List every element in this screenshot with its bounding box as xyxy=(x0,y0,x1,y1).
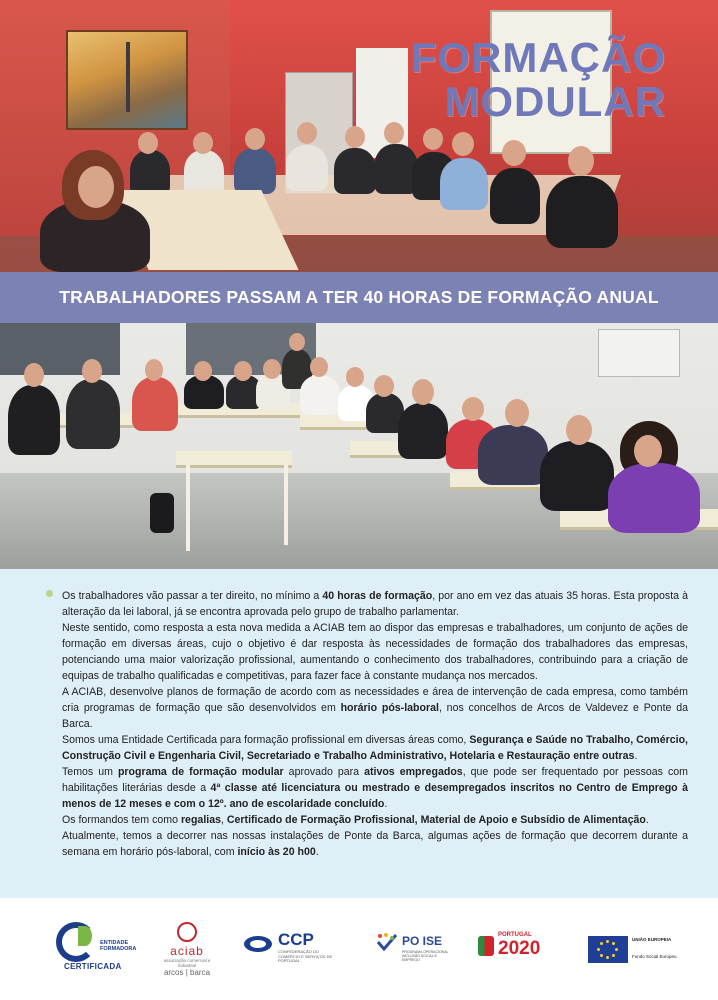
aciab-logo xyxy=(156,918,218,978)
top-photo-classroom xyxy=(0,0,718,272)
poise-subtitle: PROGRAMA OPERACIONAL INCLUSÃO SOCIAL E EMPREGO xyxy=(402,950,449,962)
person-head xyxy=(193,132,213,154)
bold-text: início às 20 h00 xyxy=(237,846,316,858)
text-run: Atualmente, temos a decorrer nas nossas instalações de Ponte da Barca, algumas ações de formação que decorrem durante a semana em horário pós-laboral, com xyxy=(62,830,688,858)
paragraph-1 xyxy=(62,588,688,620)
aciab-mark-icon xyxy=(177,922,197,942)
ccp-subtitle: CONFEDERAÇÃO DO COMÉRCIO E SERVIÇOS DE PORTUGAL xyxy=(278,949,333,963)
bag xyxy=(150,493,174,533)
text-run: aprovado para xyxy=(283,766,365,778)
eu-fund: Fundo Social Europeu xyxy=(632,954,677,959)
paragraph-6 xyxy=(62,812,688,828)
bold-text: regalias xyxy=(180,814,221,826)
eu-flag-icon xyxy=(588,936,628,963)
title-line-1: FORMAÇÃO xyxy=(410,34,666,81)
person-head xyxy=(310,357,328,377)
paragraph-4 xyxy=(62,732,688,764)
electrical-box xyxy=(598,329,680,377)
headline-text: TRABALHADORES PASSAM A TER 40 HORAS DE FORMAÇÃO ANUAL xyxy=(59,287,659,307)
person xyxy=(286,145,328,191)
person-head xyxy=(412,379,434,405)
person xyxy=(478,425,548,485)
person-head xyxy=(566,415,592,445)
certified-entity-logo xyxy=(56,918,136,978)
portugal-2020-logo xyxy=(478,918,558,978)
text-run: Somos uma Entidade Certificada para formação profissional em diversas áreas como, xyxy=(62,734,470,746)
person-head xyxy=(502,140,526,166)
person xyxy=(132,377,178,431)
text-run: . xyxy=(634,750,638,762)
person-head xyxy=(345,126,365,148)
person xyxy=(546,176,618,248)
aciab-subtitle: associação comercial e industrial xyxy=(163,958,211,968)
bold-text: Certificado de Formação Profissional, Material de Apoio e Subsídio de Alimentação xyxy=(226,814,646,826)
person-head xyxy=(82,359,102,383)
poise-logo xyxy=(374,918,454,978)
desk-leg xyxy=(284,465,288,545)
poise-mark-icon xyxy=(376,932,398,952)
person-head xyxy=(452,132,474,156)
paragraph-5 xyxy=(62,764,688,812)
text-run: , xyxy=(221,814,227,826)
page-title xyxy=(411,36,666,124)
person xyxy=(490,168,540,224)
text-run: . xyxy=(384,798,388,810)
person-head xyxy=(462,397,484,421)
person-head xyxy=(297,122,317,144)
person-head xyxy=(138,132,158,154)
desk-leg xyxy=(186,465,190,551)
portugal-flag-icon xyxy=(478,936,494,956)
portugal-label: PORTUGAL xyxy=(498,932,532,938)
text-run: . xyxy=(645,814,649,826)
headline-banner xyxy=(0,272,718,323)
bold-text: 40 horas de formação xyxy=(322,590,433,602)
ccp-mark-icon xyxy=(244,936,272,952)
person-head xyxy=(24,363,44,387)
ccp-name: CCP xyxy=(278,930,314,949)
person-head xyxy=(145,359,163,381)
bold-text: ativos empregados xyxy=(364,766,463,778)
person-head xyxy=(374,375,394,397)
person-head xyxy=(634,435,662,467)
aciab-name: aciab xyxy=(170,944,204,958)
person xyxy=(8,385,60,455)
window xyxy=(0,323,120,375)
cert-big-text: CERTIFICADA xyxy=(64,962,122,971)
person-head xyxy=(194,361,212,381)
bold-text: programa de formação modular xyxy=(117,766,284,778)
paragraph-2 xyxy=(62,620,688,684)
bottom-photo-group xyxy=(0,323,718,569)
text-run: Temos um xyxy=(62,766,118,778)
wall-painting xyxy=(66,30,188,130)
person-head xyxy=(78,166,114,208)
person-head xyxy=(245,128,265,150)
person xyxy=(300,375,340,415)
bold-text: 4ª classe até licenciatura ou mestrado e desempregados inscritos no Centro de Emprego à menos de 12 meses e com o 12º. ano de escolaridade concluído xyxy=(62,782,688,810)
person-head xyxy=(384,122,404,144)
cert-leaf-icon xyxy=(78,926,92,946)
text-run: , por ano em vez das atuais 35 horas. Esta proposta à alteração da lei laboral, já se encontra aprovada pelo grupo de trabalho parlamentar. xyxy=(62,590,689,618)
text-run: . xyxy=(315,846,319,858)
text-run: Os trabalhadores vão passar a ter direito, no mínimo a xyxy=(62,590,323,602)
article-body xyxy=(62,588,688,860)
text-run: , nos concelhos de Arcos de Valdevez e Ponte da Barca. xyxy=(62,702,688,730)
person-head xyxy=(263,359,281,379)
text-run: Os formandos tem como xyxy=(62,814,181,826)
person-head xyxy=(346,367,364,387)
person xyxy=(540,441,614,511)
eu-logo xyxy=(588,918,688,978)
person xyxy=(440,158,488,210)
person xyxy=(608,463,700,533)
ccp-logo xyxy=(244,918,340,978)
sponsor-logos xyxy=(0,898,718,1000)
text-run: Neste sentido, como resposta a esta nova medida a ACIAB tem ao dispor das empresas e trabalhadores, um conjunto de ações de formação em diversas áreas, cujo o objetivo é dar resposta às necessidades de formação dos trabalhadores das empresas, potenciando uma maior valorização profissional, aumentando o conhecimento dos trabalhadores, contribuindo para a criação de equipas de trabalho qualificadas e competitivas, para fazer face à constante mudança nos mercados. xyxy=(62,622,688,682)
paragraph-3 xyxy=(62,684,688,732)
bullet-icon xyxy=(46,590,53,597)
cert-small-text: ENTIDADE FORMADORA xyxy=(100,940,137,952)
title-line-2: MODULAR xyxy=(444,78,666,125)
person xyxy=(66,379,120,449)
aciab-location: arcos | barca xyxy=(163,968,211,977)
eu-name: UNIÃO EUROPEIA xyxy=(632,937,672,942)
article-section xyxy=(0,569,718,898)
person-head xyxy=(289,333,305,351)
text-run: A ACIAB, desenvolve planos de formação de acordo com as necessidades e área de intervenção de cada empresa, como também cria programas de formação que são desenvolvidos em xyxy=(62,686,688,714)
person-head xyxy=(423,128,443,150)
year-label: 2020 xyxy=(498,938,541,959)
bold-text: Segurança e Saúde no Trabalho, Comércio, Construção Civil e Engenharia Civil, Secretariado e Trabalho Administrativo, Hotelaria e Restauração entre outras xyxy=(62,734,688,762)
person-head xyxy=(505,399,529,427)
person xyxy=(234,148,276,194)
person-head xyxy=(568,146,594,176)
paragraph-7 xyxy=(62,828,688,860)
poise-name: PO ISE xyxy=(402,934,443,948)
person xyxy=(398,403,448,459)
bold-text: horário pós-laboral xyxy=(340,702,439,714)
text-run: , que pode ser frequentado por pessoas com habilitações literárias desde a xyxy=(62,766,688,794)
person xyxy=(334,148,376,194)
desk-front xyxy=(176,451,292,468)
person-head xyxy=(234,361,252,381)
